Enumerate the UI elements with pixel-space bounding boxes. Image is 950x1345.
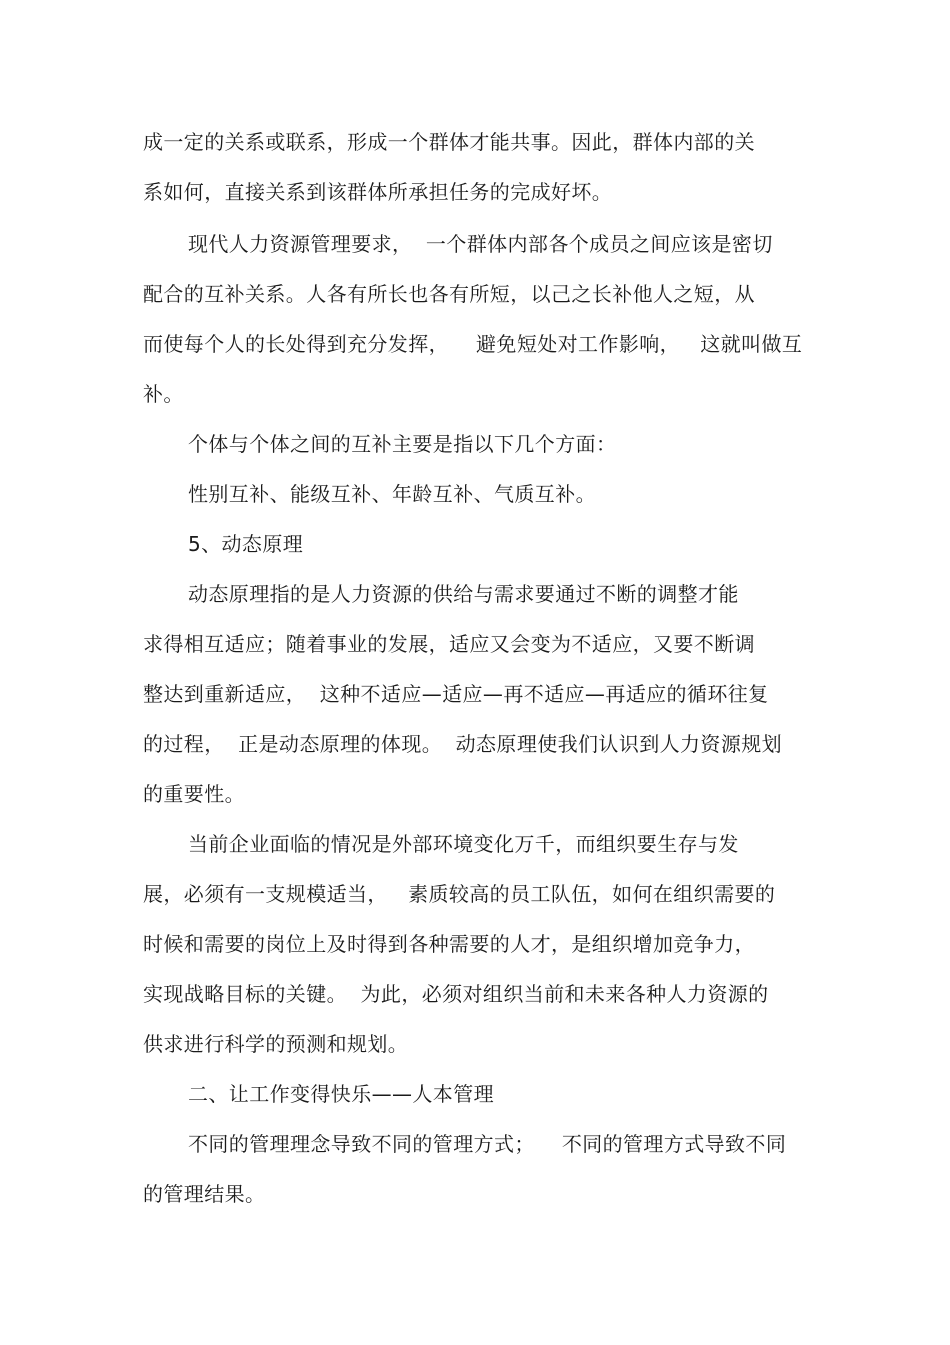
text-line: 性别互补、能级互补、年龄互补、气质互补。 [188,482,596,506]
text-line: 系如何，直接关系到该群体所承担任务的完成好坏。 [143,180,613,204]
text-line: 个体与个体之间的互补主要是指以下几个方面： [188,432,617,456]
text-line: 的管理结果。 [143,1182,266,1206]
section-heading: 二、让工作变得快乐——人本管理 [188,1082,494,1106]
section-heading: 5、动态原理 [188,532,304,556]
text-line: 整达到重新适应， 这种不适应—适应—再不适应—再适应的循环往复 [143,682,769,706]
text-line: 现代人力资源管理要求， 一个群体内部各个成员之间应该是密切 [188,232,773,256]
text-line: 时候和需要的岗位上及时得到各种需要的人才，是组织增加竞争力， [143,932,755,956]
text-line: 的重要性。 [143,782,245,806]
text-line: 而使每个人的长处得到充分发挥， 避免短处对工作影响， 这就叫做互 [143,332,803,356]
text-line: 不同的管理理念导致不同的管理方式； 不同的管理方式导致不同 [188,1132,787,1156]
text-line: 的过程， 正是动态原理的体现。 动态原理使我们认识到人力资源规划 [143,732,783,756]
text-line: 当前企业面临的情况是外部环境变化万千，而组织要生存与发 [188,832,739,856]
text-line: 展，必须有一支规模适当， 素质较高的员工队伍，如何在组织需要的 [143,882,776,906]
text-line: 配合的互补关系。人各有所长也各有所短，以己之长补他人之短，从 [143,282,755,306]
text-line: 供求进行科学的预测和规划。 [143,1032,409,1056]
text-line: 求得相互适应；随着事业的发展，适应又会变为不适应，又要不断调 [143,632,755,656]
text-line: 动态原理指的是人力资源的供给与需求要通过不断的调整才能 [188,582,739,606]
text-line: 实现战略目标的关键。 为此，必须对组织当前和未来各种人力资源的 [143,982,769,1006]
text-line: 补。 [143,382,184,406]
text-line: 成一定的关系或联系，形成一个群体才能共事。因此，群体内部的关 [143,130,755,154]
